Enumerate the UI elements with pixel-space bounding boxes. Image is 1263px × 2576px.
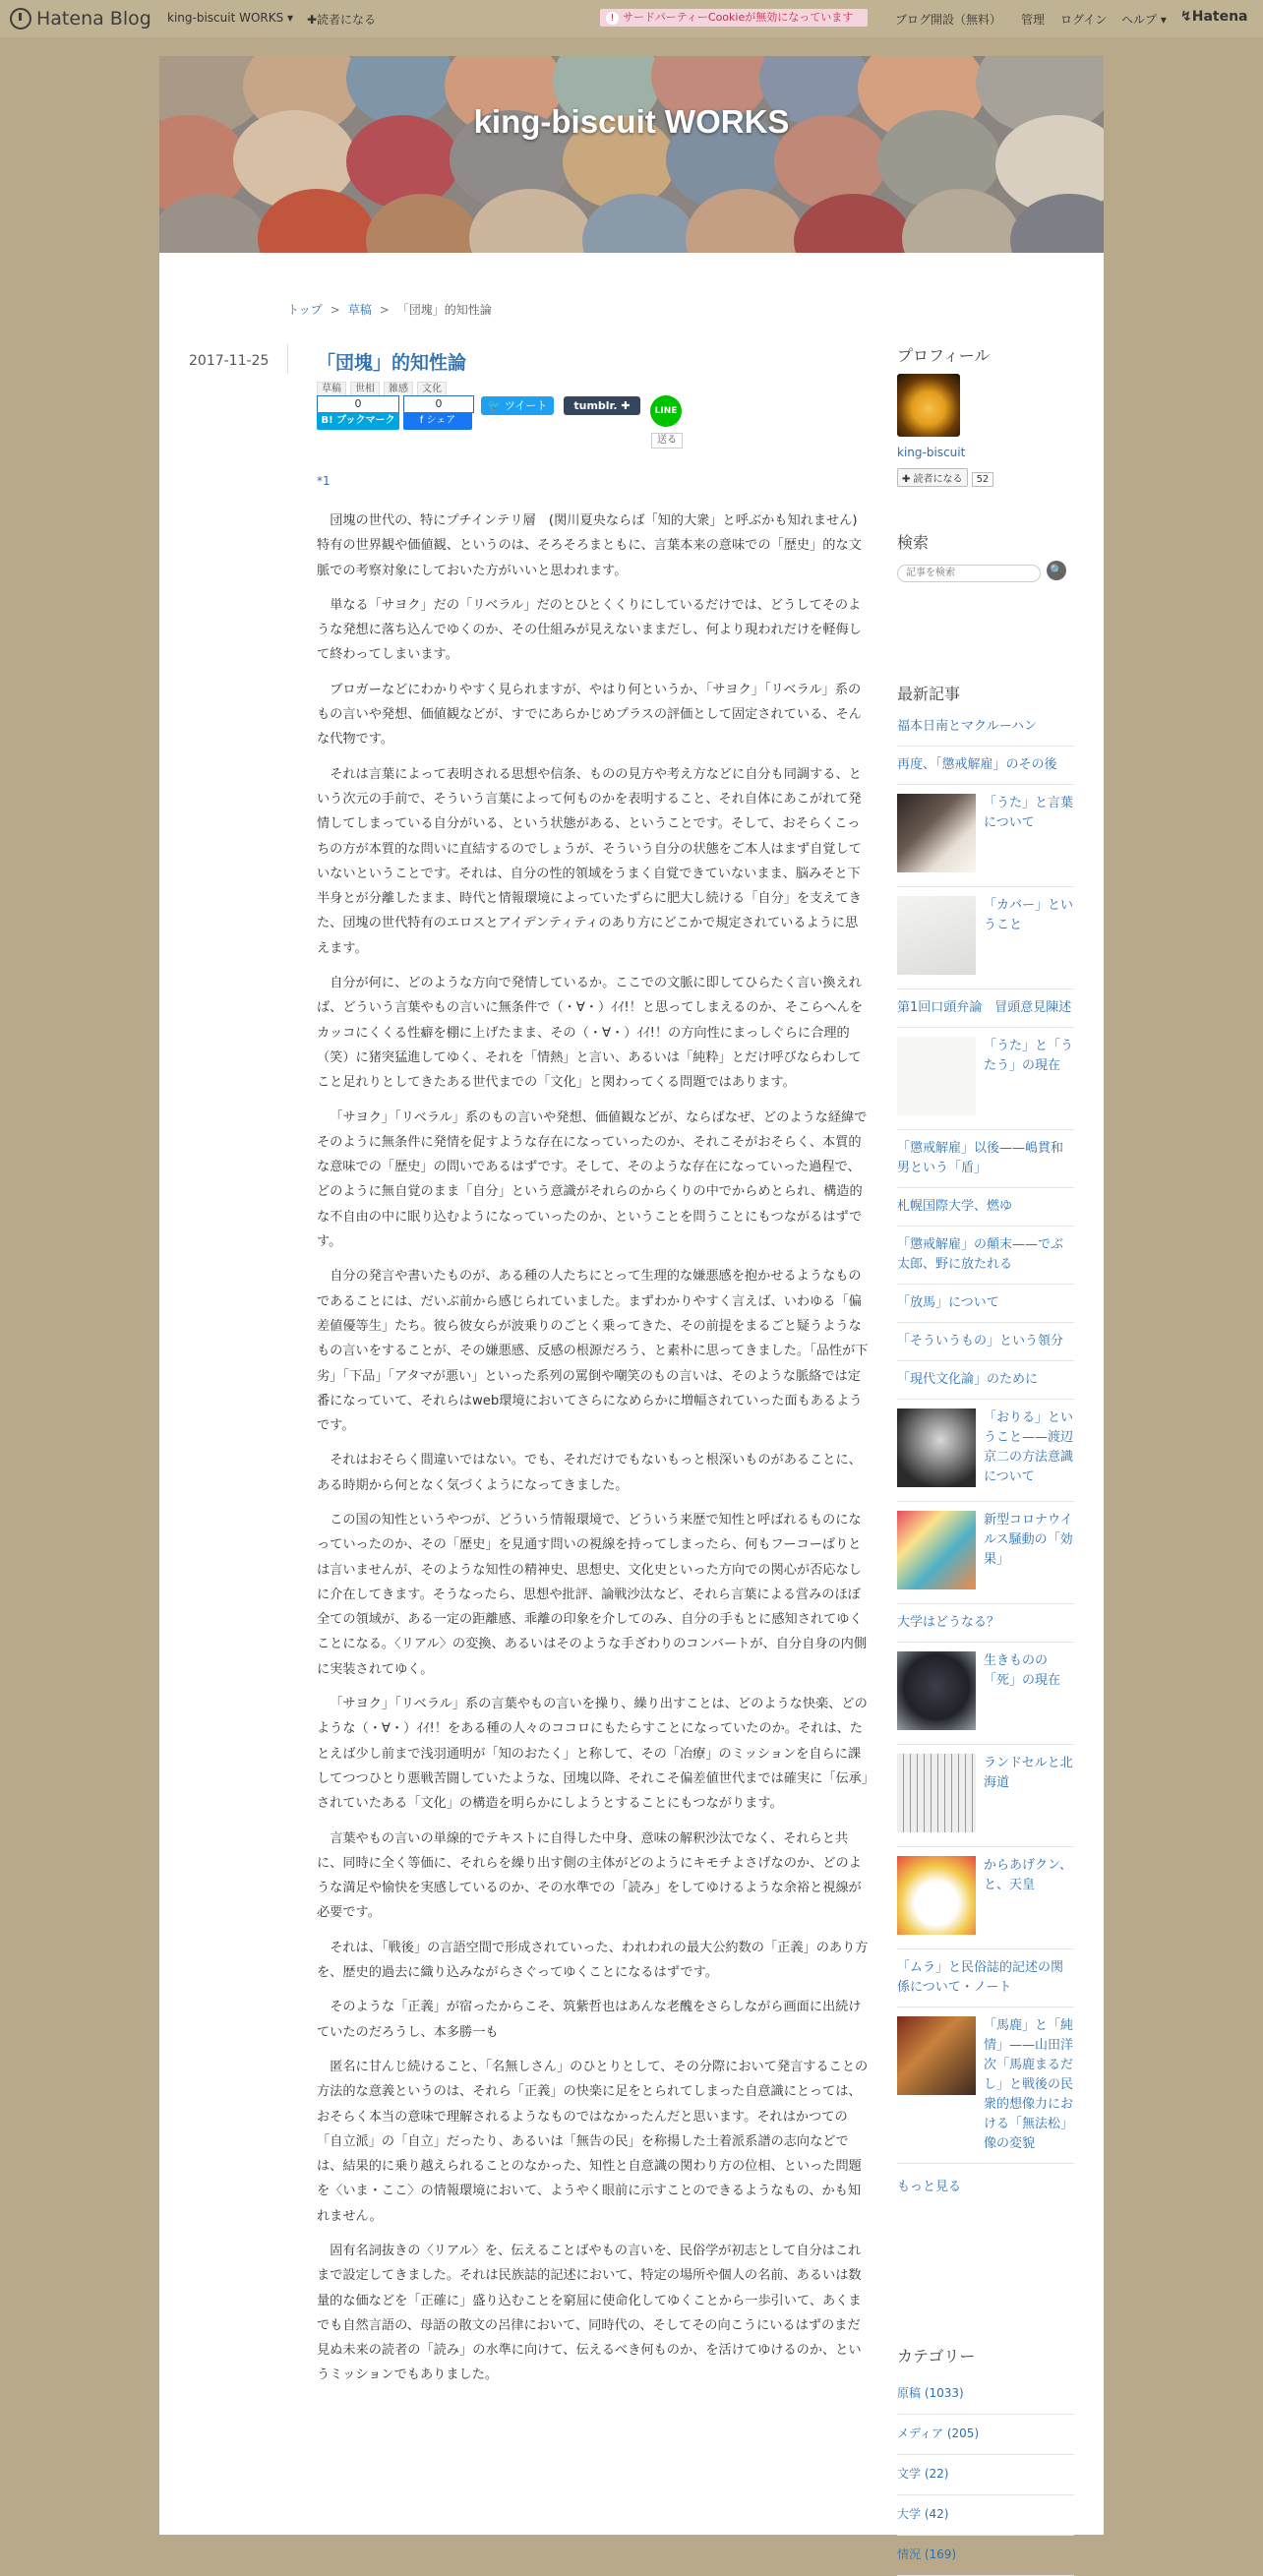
- breadcrumb: [287, 301, 492, 318]
- recent-entry-item[interactable]: [897, 1643, 1074, 1745]
- hatena-bookmark-button[interactable]: B! ブックマーク: [317, 412, 399, 430]
- category-heading: カテゴリー: [897, 2347, 976, 2366]
- breadcrumb-separator: >: [379, 303, 390, 317]
- recent-entry-title[interactable]: 再度、「懲戒解雇」のその後: [897, 757, 1057, 772]
- recent-entry-title[interactable]: 「おりる」ということ——渡辺京二の方法意識について: [984, 1410, 1074, 1484]
- entry-paragraph: 「サヨク」「リベラル」系の言葉やもの言いを操り、繰り出すことは、どのような快楽、どのような（・∀・）ｲｲ!！をある種の人々のココロにもたらすことになっていたのか。それは、たとえば少し前まで浅羽通明が「知のおたく」と称して、その「冶療」のミッションを自らに課してつつひとり悪戦苦闘していたような、団塊以降、それこそ偏差値世代までは確実に「伝承」されていたある「文化」の構造を明らかにしようとすることにもつながります。: [317, 1697, 869, 1812]
- recent-entry-thumbnail[interactable]: [897, 794, 976, 872]
- profile-name-link[interactable]: king-biscuit: [897, 446, 966, 459]
- recent-entry-title[interactable]: 第1回口頭弁論 冒頭意見陳述: [897, 1000, 1072, 1015]
- recent-entry-item[interactable]: [897, 2007, 1074, 2164]
- profile-avatar[interactable]: [897, 374, 960, 437]
- category-item[interactable]: メディア (205): [897, 2415, 1074, 2455]
- profile-heading: プロフィール: [897, 346, 991, 365]
- breadcrumb-top-link[interactable]: トップ: [287, 303, 323, 317]
- entry-paragraph: 「サヨク」「リベラル」系のもの言いや発想、価値観などが、ならばなぜ、どのような経緯でそのように無条件に発情を促すような存在になっていったのか、それこそがおそらく、本質的な意味での「歴史」の問いであるはずです。そして、そのような存在になっていった過程で、どのように無自覚のまま「自分」という意識がそれらのからくりの中でからめとられ、構造的な不自由の中に眠り込むようになっていったのか、ということを問うことにもつながるはずです。: [317, 1109, 868, 1250]
- category-item[interactable]: 原稿 (1033): [897, 2374, 1074, 2415]
- entry-paragraph: それは言葉によって表明される思想や信条、ものの見方や考え方などに自分も同調する、という次元の手前で、そういう言葉によって何ものかを表明すること、それ自体にあこがれて発情してしまっている自分がいる、という状態がある、ということです。そして、おそらくこっちの方が本質的な問いに直結するのでしょうが、そういう自分の状態をご本人はまず自覚していないということです。それは、自分の性的領域をうまく自覚できていないまま、脳みそと下半身とが分離したまま、時代と情報環境によっていたずらに肥大し続ける「自分」を支えてきた、団塊の世代特有のエロスとアイデンティティのあり方にどこかで規定されているように思えます。: [317, 766, 862, 956]
- login-link[interactable]: ログイン: [1060, 13, 1108, 27]
- recent-entry-item[interactable]: [897, 887, 1074, 989]
- facebook-share-count[interactable]: 0: [403, 395, 474, 413]
- search-module: [897, 530, 1074, 580]
- entry-category-chip[interactable]: 雑感: [384, 382, 413, 396]
- category-item[interactable]: 文学 (22): [897, 2455, 1074, 2495]
- breadcrumb-category-link[interactable]: 草稿: [347, 303, 372, 317]
- recent-entry-title[interactable]: 福本日南とマクルーハン: [897, 719, 1037, 734]
- entry-paragraph: 団塊の世代の、特にプチインテリ層 (関川夏央ならば「知的大衆」と呼ぶかも知れません) 特有の世界観や価値観、というのは、そろそろまともに、言葉本来の意味での「歴史」的な文脈での考察対象にしておいた方がいいと思われます。: [317, 513, 871, 578]
- recent-entry-item[interactable]: [897, 747, 1074, 785]
- hatena-bookmark-count[interactable]: 0: [317, 395, 399, 413]
- search-form: [897, 561, 1069, 580]
- entry-paragraph: ブロガーなどにわかりやすく見られますが、やはり何というか、「サヨク」「リベラル」系のもの言いや発想、価値観などが、すでにあらかじめプラスの評価として固定されている、そんな代物です。: [317, 682, 862, 748]
- date-divider: [287, 344, 288, 374]
- recent-entry-thumbnail[interactable]: [897, 1754, 976, 1832]
- category-module: [897, 2344, 1074, 2576]
- recent-entry-item[interactable]: [897, 1847, 1074, 1949]
- search-heading: 検索: [897, 533, 930, 552]
- cookie-notice-text: サードパーティーCookieが無効になっています: [623, 11, 854, 24]
- entry-paragraph: そのような「正義」が宿ったからこそ、筑紫哲也はあんな老醜をさらしながら画面に出続けていたのだろうし、本多勝一も: [317, 2000, 862, 2040]
- recent-entry-thumbnail[interactable]: [897, 1651, 976, 1730]
- share-buttons: [317, 382, 710, 460]
- entry-category-chip[interactable]: 文化: [417, 382, 447, 396]
- recent-entry-thumbnail[interactable]: [897, 1856, 976, 1935]
- blog-header: [159, 56, 1104, 253]
- entry-paragraph: 匿名に甘んじ続けること、「名無しさん」のひとりとして、その分際において発言することの方法的な意義というのは、それら「正義」の快楽に足をとられてしまった自意識にとっては、おそらく本当の意味で理解されるようなものではなかったんだと思います。それはかつての「自立派」の「自立」だったり、あるいは「無告の民」を称揚した土着派系譜の志向などでは、結果的に乗り越えられることのなかった、知性と自意識の関わり方の位相、といった問題を〈いま・ここ〉の情報環境において、ようやく眼前に示すことのできるようなもの、かも知れません。: [317, 2059, 869, 2224]
- tumblr-button[interactable]: tumblr. ✚: [564, 396, 640, 415]
- recent-entry-item[interactable]: [897, 1361, 1074, 1400]
- recent-entry-title[interactable]: 札幌国際大学、燃ゆ: [897, 1199, 1013, 1214]
- cookie-notice[interactable]: [600, 9, 868, 27]
- recent-entry-item[interactable]: [897, 1502, 1074, 1604]
- recent-entry-title[interactable]: 「うた」と「うたう」の現在: [984, 1039, 1074, 1073]
- recent-entry-item[interactable]: [897, 1285, 1074, 1323]
- search-icon[interactable]: 🔍: [1047, 561, 1066, 580]
- recent-entry-item[interactable]: [897, 1323, 1074, 1361]
- hatena-blog-logo[interactable]: [10, 8, 151, 30]
- recent-entry-thumbnail[interactable]: [897, 896, 976, 975]
- recent-entry-title[interactable]: 「懲戒解雇」以後——嶋貫和男という「盾」: [897, 1141, 1064, 1175]
- profile-module: [897, 343, 1074, 487]
- line-share-button[interactable]: LINE: [650, 395, 682, 427]
- recent-entry-item[interactable]: [897, 1949, 1074, 2007]
- recent-entry-title[interactable]: 生きものの「死」の現在: [984, 1653, 1061, 1688]
- recent-entry-title[interactable]: 「馬鹿」と「純情」——山田洋次「馬鹿まるだし」と戦後の民衆的想像力における「無法松」像の変貌: [984, 2018, 1074, 2151]
- topbar-subscribe-button[interactable]: ✚読者になる: [307, 13, 377, 27]
- recent-entry-item[interactable]: [897, 1227, 1074, 1285]
- entry-paragraph: この国の知性というやつが、どういう情報環境で、どういう来歴で知性と呼ばれるものになっていったのか、その「歴史」を見通す問いの視線を持ってしまったら、何もフーコーばりとは言いませんが、そのような知性の精神史、思想史、文化史といった方向での関心が否応なしに介在してきます。そうなったら、思想や批評、論戦沙汰など、それら言葉による営みのほぼ全ての領域が、ある一定の距離感、乖離の印象を介してのみ、自分の手もとに感知されてゆくことになる。〈リアル〉の変換、あるいはそのような手ざわりのコンバートが、自分自身の内側に実装されてゆく。: [317, 1512, 868, 1677]
- subscriber-count[interactable]: 52: [972, 472, 994, 487]
- search-input[interactable]: [897, 565, 1041, 582]
- tweet-button[interactable]: 🐦 ツイート: [481, 396, 554, 415]
- recent-entry-item[interactable]: [897, 1745, 1074, 1847]
- recent-entry-title[interactable]: 「うた」と言葉について: [984, 796, 1074, 830]
- entry-categories: [317, 382, 447, 396]
- entry-title[interactable]: 「団塊」的知性論: [317, 352, 467, 374]
- recent-entry-item[interactable]: [897, 1130, 1074, 1188]
- recent-entry-thumbnail[interactable]: [897, 1408, 976, 1487]
- entry-paragraph: 単なる「サヨク」だの「リベラル」だのとひとくくりにしているだけでは、どうしてそのような発想に落ち込んでゆくのか、その仕組みが見えないままだし、何より現われだけを軽侮して終わってしまいます。: [317, 597, 862, 663]
- more-entries-link[interactable]: もっと見る: [897, 2180, 962, 2194]
- line-send-label[interactable]: 送る: [651, 433, 683, 449]
- recent-entry-item[interactable]: [897, 1028, 1074, 1130]
- sidebar-subscribe-button[interactable]: ✚ 読者になる: [897, 468, 968, 487]
- help-dropdown[interactable]: ヘルプ ▾: [1121, 13, 1167, 27]
- facebook-share-button[interactable]: f シェア: [403, 412, 472, 430]
- category-item[interactable]: 大学 (42): [897, 2495, 1074, 2536]
- blog-menu-dropdown[interactable]: king-biscuit WORKS ▾: [167, 11, 294, 25]
- recent-entry-title[interactable]: 「ムラ」と民俗誌的記述の関係について・ノート: [897, 1960, 1064, 1995]
- footnote-link[interactable]: *1: [317, 474, 331, 488]
- recent-entry-title[interactable]: 「現代文化論」のために: [897, 1372, 1039, 1387]
- recent-entry-item[interactable]: [897, 989, 1074, 1028]
- recent-entry-thumbnail[interactable]: [897, 2016, 976, 2095]
- recent-entry-item[interactable]: [897, 1604, 1074, 1643]
- recent-entry-title[interactable]: 「放馬」について: [897, 1295, 999, 1310]
- hatena-icon: ↯: [1180, 9, 1192, 25]
- recent-entry-title[interactable]: 「懲戒解雇」の顛末——でぶ太郎、野に放たれる: [897, 1237, 1064, 1272]
- recent-entry-title[interactable]: 新型コロナウイルス騒動の「効果」: [984, 1513, 1073, 1567]
- blog-page: [159, 56, 1104, 2561]
- hatena-topbar: [0, 0, 1263, 37]
- hatena-menu-link[interactable]: [1180, 9, 1248, 25]
- open-blog-link[interactable]: ブログ開設（無料）: [895, 13, 1002, 27]
- category-item[interactable]: 情況 (169): [897, 2536, 1074, 2576]
- entry-paragraph: それは、「戦後」の言語空間で形成されていった、われわれの最大公約数の「正義」のあり方を、歴史的過去に織り込みながらさぐってゆくことになるはずです。: [317, 1940, 869, 1981]
- recent-entry-title[interactable]: 大学はどうなる？: [897, 1615, 1000, 1630]
- recent-entry-item[interactable]: [897, 708, 1074, 747]
- recent-entries-list: [897, 708, 1074, 2164]
- recent-entry-thumbnail[interactable]: [897, 1037, 976, 1115]
- recent-entry-thumbnail[interactable]: [897, 1511, 976, 1589]
- entry-paragraph: 自分の発言や書いたものが、ある種の人たちにとって生理的な嫌悪感を抱かせるようなものであることには、だいぶ前から感じられていました。まずわかりやすく言えば、いわゆる「偏差値優等生」たち。彼ら彼女らが波乗りのごとく乗ってきた、その前提をまるごと疑うようなもの言いをすることが、その嫌悪感、反感の根源だろう、と素朴に思ってきました。「品性が下劣」「下品」「アタマが悪い」といった系列の罵倒や嘲笑のもの言いは、そのような脈絡では定番になっていて、それらはweb環境においてさらになめらかに増幅されていった面もあるようです。: [317, 1269, 869, 1434]
- recent-entry-title[interactable]: 「カバー」ということ: [984, 898, 1074, 932]
- hatena-blog-logo-text: Hatena Blog: [36, 8, 151, 30]
- recent-entry-item[interactable]: [897, 1400, 1074, 1502]
- recent-entry-item[interactable]: [897, 785, 1074, 887]
- hatena-logo-icon: [10, 8, 31, 30]
- entry-body: [317, 509, 871, 2398]
- entry-category-chip[interactable]: 世相: [350, 382, 380, 396]
- entry-paragraph: 自分が何に、どのような方向で発情しているか。ここでの文脈に即してひらたく言い換えれば、どういう言葉やもの言いに無条件で（・∀・）ｲｲ!！と思ってしまえるのか、そこらへんをカッコにくくる性癖を棚に上げたまま、その（・∀・）ｲｲ!！の方向性にまっしぐらに合理的（笑）に猪突猛進してゆく、それを「情熱」と言い、あるいは「純粋」とだけ呼びならわしてこと足れりとしてきたある世代までの「文化」と関わってくる問題ではあります。: [317, 976, 863, 1091]
- entry-paragraph: 言葉やもの言いの単線的でテキストに自得した中身、意味の解釈沙汰でなく、それらと共に、同時に全く等価に、それらを繰り出す側の主体がどのようにキモチよさげなのか、どのような満足や愉快を実感しているのか、その水準での「読み」をしてゆけるような余裕と視線が必要です。: [317, 1830, 862, 1921]
- recent-entry-title[interactable]: からあげクン、と、天皇: [984, 1858, 1072, 1892]
- recent-entry-title[interactable]: ランドセルと北海道: [984, 1756, 1073, 1790]
- hatena-menu-label: Hatena: [1191, 9, 1248, 25]
- recent-entry-item[interactable]: [897, 1188, 1074, 1227]
- info-icon: !: [606, 12, 619, 25]
- breadcrumb-separator: >: [330, 303, 340, 317]
- entry-paragraph: 固有名詞抜きの〈リアル〉を、伝えることばやもの言いを、民俗学が初志として自分はこれまで設定してきました。それは民族誌的記述において、特定の場所や個人の名前、あるいは数量的な価などを「正確に」盛り込むことを窮屈に使命化してゆくことから一歩引いて、あくまでも自然言語の、母語の散文の呂律において、同時代の、そしてその向こうにいるはずのまだ見ぬ未来の読者の「読み」の水準に向けて、伝えるべき何ものか、を活けてゆけるのか、というミッションでもありました。: [317, 2244, 862, 2383]
- blog-title[interactable]: king-biscuit WORKS: [473, 103, 790, 140]
- recent-entries-module: [897, 682, 1074, 2206]
- entry-date[interactable]: 2017-11-25: [189, 353, 270, 369]
- recent-entry-title[interactable]: 「そういうもの」という領分: [897, 1334, 1064, 1348]
- entry-category-chip[interactable]: 草稿: [317, 382, 346, 396]
- entry-paragraph: それはおそらく間違いではない。でも、それだけでもないもっと根深いものがあることに、ある時期から何となく気づくようになってきました。: [317, 1453, 862, 1493]
- recent-heading: 最新記事: [897, 685, 961, 703]
- admin-link[interactable]: 管理: [1021, 13, 1046, 27]
- breadcrumb-current: 「団塊」的知性論: [396, 303, 492, 317]
